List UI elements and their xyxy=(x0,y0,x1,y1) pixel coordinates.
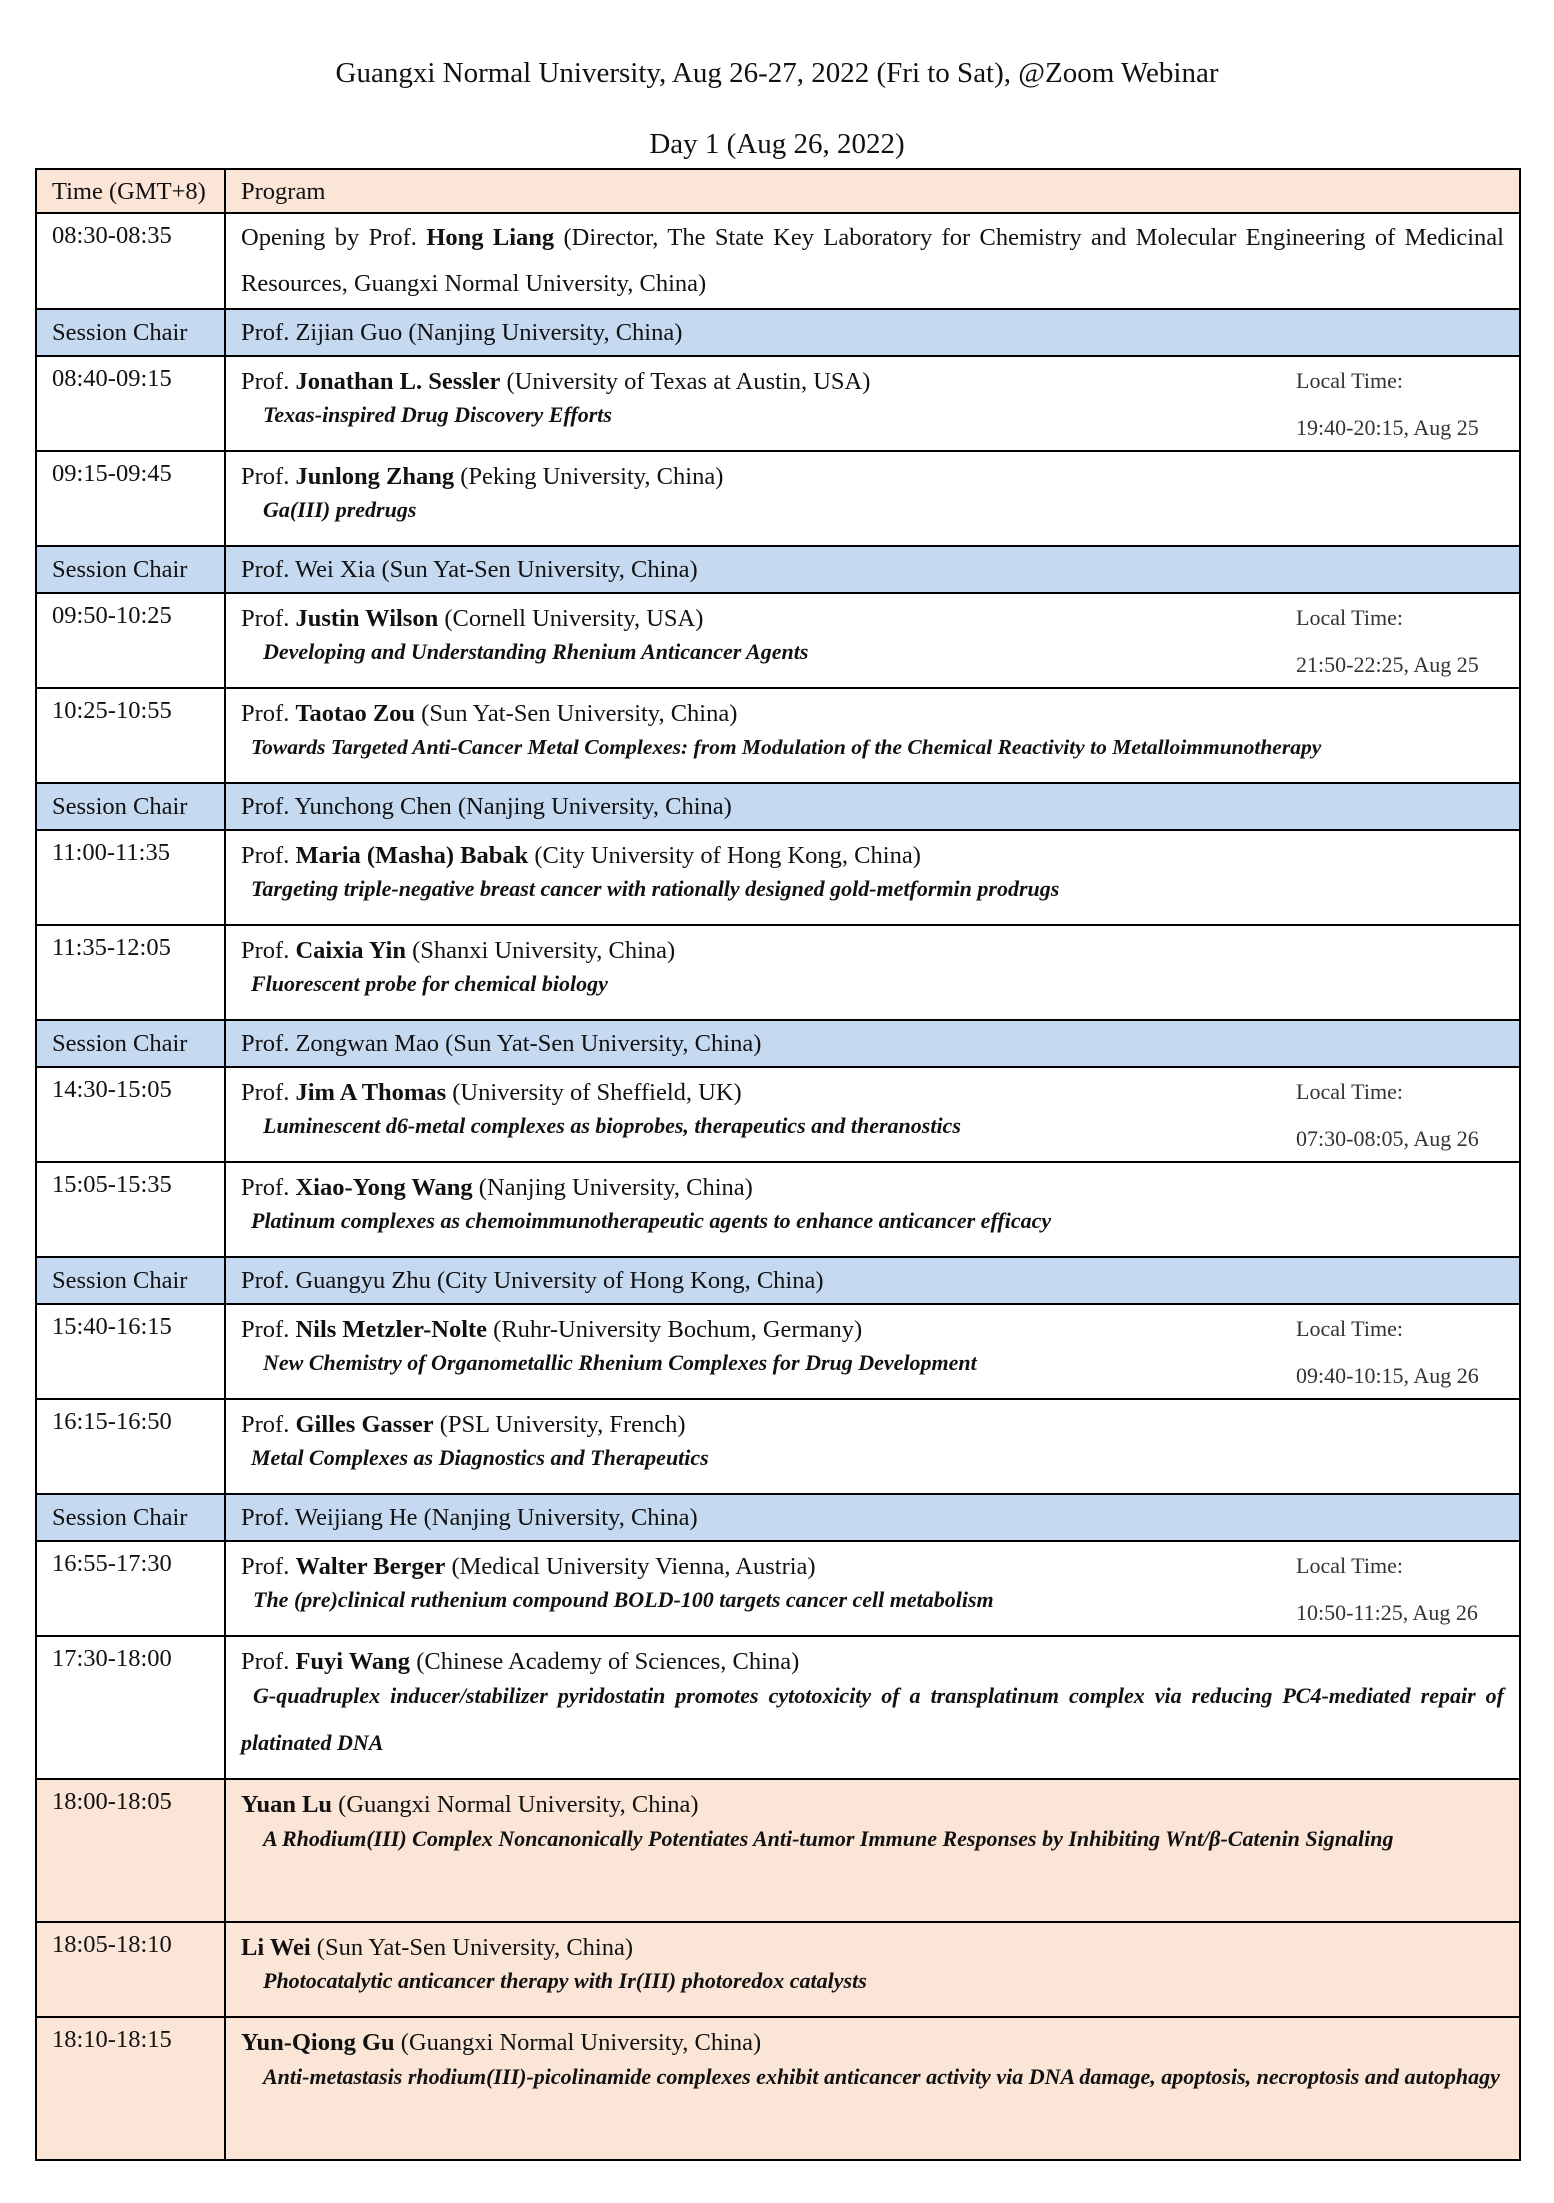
time-cell: 09:50-10:25 xyxy=(36,593,225,688)
speaker-affiliation: (Nanjing University, China) xyxy=(472,1174,753,1201)
program-cell: Prof. Junlong Zhang (Peking University, China) Ga(III) predrugs xyxy=(225,451,1520,546)
local-time-label: Local Time: xyxy=(1296,1553,1403,1578)
session-chair-name: Prof. Zijian Guo (Nanjing University, China) xyxy=(225,309,1520,356)
program-cell: Prof. Taotao Zou (Sun Yat-Sen University, China) Towards Targeted Anti-Cancer Metal Complexes: from Modulation of the Chemical Reactivity to Metalloimmunotherapy xyxy=(225,688,1520,783)
talk-title: Texas-inspired Drug Discovery Efforts xyxy=(263,402,612,427)
session-chair-label: Session Chair xyxy=(36,546,225,593)
speaker-name: Gilles Gasser xyxy=(295,1411,434,1438)
table-row-talk xyxy=(36,1304,1520,1399)
talk-title: New Chemistry of Organometallic Rhenium Complexes for Drug Development xyxy=(263,1350,977,1375)
local-time-label: Local Time: xyxy=(1296,1079,1403,1104)
program-cell: Prof. Xiao-Yong Wang (Nanjing University, China) Platinum complexes as chemoimmunotherapeutic agents to enhance anticancer efficacy xyxy=(225,1162,1520,1257)
speaker-name: Jonathan L. Sessler xyxy=(295,368,501,395)
talk-title: Platinum complexes as chemoimmunotherapeutic agents to enhance anticancer efficacy xyxy=(251,1208,1052,1233)
talk-title: G-quadruplex inducer/stabilizer pyridostatin promotes cytotoxicity of a transplatinum complex via reducing PC4-mediated repair of platinated DNA xyxy=(241,1683,1504,1755)
local-time-label: Local Time: xyxy=(1296,1316,1403,1341)
speaker-affiliation: (Chinese Academy of Sciences, China) xyxy=(410,1648,800,1675)
speaker-name: Fuyi Wang xyxy=(295,1648,411,1675)
local-time-value: 21:50-22:25, Aug 25 xyxy=(1296,652,1479,677)
session-chair-name: Prof. Weijiang He (Nanjing University, China) xyxy=(225,1494,1520,1541)
talk-title: A Rhodium(III) Complex Noncanonically Potentiates Anti-tumor Immune Responses by Inhibiting Wnt/β-Catenin Signaling xyxy=(263,1826,1394,1851)
program-cell: Prof. Caixia Yin (Shanxi University, China) Fluorescent probe for chemical biology xyxy=(225,925,1520,1020)
day-heading: Day 1 (Aug 26, 2022) xyxy=(649,128,905,160)
col-header-program: Program xyxy=(225,169,1520,213)
session-chair-label: Session Chair xyxy=(36,783,225,830)
time-cell: 18:10-18:15 xyxy=(36,2017,225,2160)
local-time-value: 10:50-11:25, Aug 26 xyxy=(1296,1600,1478,1625)
program-cell xyxy=(225,1922,1520,2017)
local-time xyxy=(1296,1314,1501,1391)
session-chair-label: Session Chair xyxy=(36,1494,225,1541)
time-cell: 18:05-18:10 xyxy=(36,1922,225,2017)
program-cell: Prof. Fuyi Wang (Chinese Academy of Sciences, China) G-quadruplex inducer/stabilizer pyridostatin promotes cytotoxicity of a transplatinum complex via reducing PC4-mediated repair of platinated DNA xyxy=(225,1636,1520,1779)
speaker-name: Hong Liang xyxy=(426,224,555,251)
program-cell xyxy=(225,213,1520,309)
speaker-affiliation: (PSL University, French) xyxy=(433,1411,686,1438)
speaker-name: Xiao-Yong Wang xyxy=(295,1174,473,1201)
time-cell: 14:30-15:05 xyxy=(36,1067,225,1162)
speaker-name: Li Wei xyxy=(241,1934,311,1961)
speaker-affiliation: (Sun Yat-Sen University, China) xyxy=(310,1934,634,1961)
session-chair-label: Session Chair xyxy=(36,1020,225,1067)
table-row-talk xyxy=(36,1162,1520,1257)
time-cell: 18:00-18:05 xyxy=(36,1779,225,1922)
table-row-flash-talk xyxy=(36,1779,1520,1922)
speaker-affiliation: (Guangxi Normal University, China) xyxy=(394,2029,762,2056)
local-time-label: Local Time: xyxy=(1296,605,1403,630)
time-cell: 11:35-12:05 xyxy=(36,925,225,1020)
speaker-affiliation: (Shanxi University, China) xyxy=(405,937,676,964)
session-chair-label: Session Chair xyxy=(36,1257,225,1304)
speaker-name: Maria (Masha) Babak xyxy=(295,842,529,869)
time-cell: 17:30-18:00 xyxy=(36,1636,225,1779)
program-cell xyxy=(225,1779,1520,1922)
table-row-session-chair xyxy=(36,1257,1520,1304)
program-cell: Prof. Gilles Gasser (PSL University, French) Metal Complexes as Diagnostics and Therapeutics xyxy=(225,1399,1520,1494)
local-time-value: 07:30-08:05, Aug 26 xyxy=(1296,1126,1479,1151)
time-cell: 08:30-08:35 xyxy=(36,213,225,309)
table-row-session-chair xyxy=(36,546,1520,593)
table-row-talk xyxy=(36,356,1520,451)
table-row-talk xyxy=(36,593,1520,688)
program-cell: Prof. Jonathan L. Sessler (University of Texas at Austin, USA) Texas-inspired Drug Discovery Efforts Local Time: 19:40-20:15, Aug 25 xyxy=(225,356,1520,451)
speaker-affiliation: (Medical University Vienna, Austria) xyxy=(445,1553,816,1580)
local-time-value: 09:40-10:15, Aug 26 xyxy=(1296,1363,1479,1388)
time-cell: 15:40-16:15 xyxy=(36,1304,225,1399)
speaker-affiliation: (University of Sheffield, UK) xyxy=(446,1079,742,1106)
talk-title: Luminescent d6-metal complexes as bioprobes, therapeutics and theranostics xyxy=(263,1113,961,1138)
page-title: Guangxi Normal University, Aug 26-27, 2022 (Fri to Sat), @Zoom Webinar xyxy=(335,57,1219,89)
program-cell: Prof. Maria (Masha) Babak (City University of Hong Kong, China) Targeting triple-negative breast cancer with rationally designed gold-metformin prodrugs xyxy=(225,830,1520,925)
program-cell: Prof. Justin Wilson (Cornell University, USA) Developing and Understanding Rhenium Anticancer Agents Local Time: 21:50-22:25, Aug 25 xyxy=(225,593,1520,688)
talk-title: Fluorescent probe for chemical biology xyxy=(251,971,608,996)
speaker-name: Nils Metzler-Nolte xyxy=(295,1316,488,1343)
session-chair-name: Prof. Wei Xia (Sun Yat-Sen University, China) xyxy=(225,546,1520,593)
speaker-name: Jim A Thomas xyxy=(295,1079,447,1106)
speaker-affiliation: (Sun Yat-Sen University, China) xyxy=(415,700,738,727)
time-cell: 15:05-15:35 xyxy=(36,1162,225,1257)
table-row-talk xyxy=(36,1636,1520,1779)
program-cell xyxy=(225,2017,1520,2160)
speaker-affiliation: (University of Texas at Austin, USA) xyxy=(500,368,871,395)
session-chair-name: Prof. Guangyu Zhu (City University of Hong Kong, China) xyxy=(225,1257,1520,1304)
speaker-affiliation: (Guangxi Normal University, China) xyxy=(332,1791,699,1818)
table-row-talk xyxy=(36,688,1520,783)
table-header-row xyxy=(36,169,1520,213)
speaker-affiliation: (Peking University, China) xyxy=(454,463,724,490)
table-row-flash-talk xyxy=(36,1922,1520,2017)
local-time-value: 19:40-20:15, Aug 25 xyxy=(1296,415,1479,440)
table-row-talk xyxy=(36,925,1520,1020)
talk-title: Developing and Understanding Rhenium Anticancer Agents xyxy=(263,639,809,664)
local-time xyxy=(1296,1551,1501,1628)
local-time-label: Local Time: xyxy=(1296,368,1403,393)
talk-title: Photocatalytic anticancer therapy with Ir(III) photoredox catalysts xyxy=(263,1968,867,1993)
speaker-name: Junlong Zhang xyxy=(295,463,455,490)
time-cell: 08:40-09:15 xyxy=(36,356,225,451)
local-time xyxy=(1296,366,1501,443)
time-cell: 09:15-09:45 xyxy=(36,451,225,546)
talk-title: The (pre)clinical ruthenium compound BOLD-100 targets cancer cell metabolism xyxy=(253,1587,994,1612)
speaker-affiliation: (City University of Hong Kong, China) xyxy=(528,842,921,869)
program-cell: Prof. Walter Berger (Medical University Vienna, Austria) The (pre)clinical ruthenium compound BOLD-100 targets cancer cell metabolism Local Time: 10:50-11:25, Aug 26 xyxy=(225,1541,1520,1636)
speaker-affiliation: (Cornell University, USA) xyxy=(438,605,704,632)
table-row-opening xyxy=(36,213,1520,309)
speaker-name: Walter Berger xyxy=(295,1553,446,1580)
program-table xyxy=(35,168,1521,2161)
speaker-name: Taotao Zou xyxy=(295,700,416,727)
speaker-name: Yun-Qiong Gu xyxy=(241,2029,395,2056)
talk-title: Anti-metastasis rhodium(III)-picolinamide complexes exhibit anticancer activity via DNA damage, apoptosis, necroptosis and autophagy xyxy=(263,2064,1500,2089)
local-time xyxy=(1296,1077,1501,1154)
speaker-name: Caixia Yin xyxy=(295,937,406,964)
table-row-talk xyxy=(36,1541,1520,1636)
talk-title: Metal Complexes as Diagnostics and Therapeutics xyxy=(251,1445,709,1470)
session-chair-label: Session Chair xyxy=(36,309,225,356)
table-row-talk xyxy=(36,1067,1520,1162)
time-cell: 16:15-16:50 xyxy=(36,1399,225,1494)
time-cell: 16:55-17:30 xyxy=(36,1541,225,1636)
table-row-session-chair xyxy=(36,309,1520,356)
program-cell: Prof. Nils Metzler-Nolte (Ruhr-University Bochum, Germany) New Chemistry of Organometallic Rhenium Complexes for Drug Development Local Time: 09:40-10:15, Aug 26 xyxy=(225,1304,1520,1399)
table-row-flash-talk xyxy=(36,2017,1520,2160)
talk-title: Towards Targeted Anti-Cancer Metal Complexes: from Modulation of the Chemical Reactivity to Metalloimmunotherapy xyxy=(251,735,1322,759)
col-header-time: Time (GMT+8) xyxy=(36,169,225,213)
session-chair-name: Prof. Zongwan Mao (Sun Yat-Sen University, China) xyxy=(225,1020,1520,1067)
speaker-affiliation: (Ruhr-University Bochum, Germany) xyxy=(487,1316,863,1343)
opening-text: Opening by Prof. Hong Liang (Director, The State Key Laboratory for Chemistry and Molecular Engineering of Medicinal Resources, Guangxi Normal University, China) xyxy=(241,224,1504,297)
table-row-session-chair xyxy=(36,1494,1520,1541)
table-row-session-chair xyxy=(36,1020,1520,1067)
speaker-name: Yuan Lu xyxy=(241,1791,333,1818)
talk-title: Targeting triple-negative breast cancer with rationally designed gold-metformin prodrugs xyxy=(251,876,1060,901)
table-row-talk xyxy=(36,1399,1520,1494)
talk-title: Ga(III) predrugs xyxy=(263,497,417,522)
session-chair-name: Prof. Yunchong Chen (Nanjing University, China) xyxy=(225,783,1520,830)
table-row-talk xyxy=(36,451,1520,546)
program-cell: Prof. Jim A Thomas (University of Sheffield, UK) Luminescent d6-metal complexes as bioprobes, therapeutics and theranostics Local Time: 07:30-08:05, Aug 26 xyxy=(225,1067,1520,1162)
local-time xyxy=(1296,603,1501,680)
time-cell: 11:00-11:35 xyxy=(36,830,225,925)
speaker-name: Justin Wilson xyxy=(295,605,439,632)
table-row-session-chair xyxy=(36,783,1520,830)
table-row-talk xyxy=(36,830,1520,925)
time-cell: 10:25-10:55 xyxy=(36,688,225,783)
